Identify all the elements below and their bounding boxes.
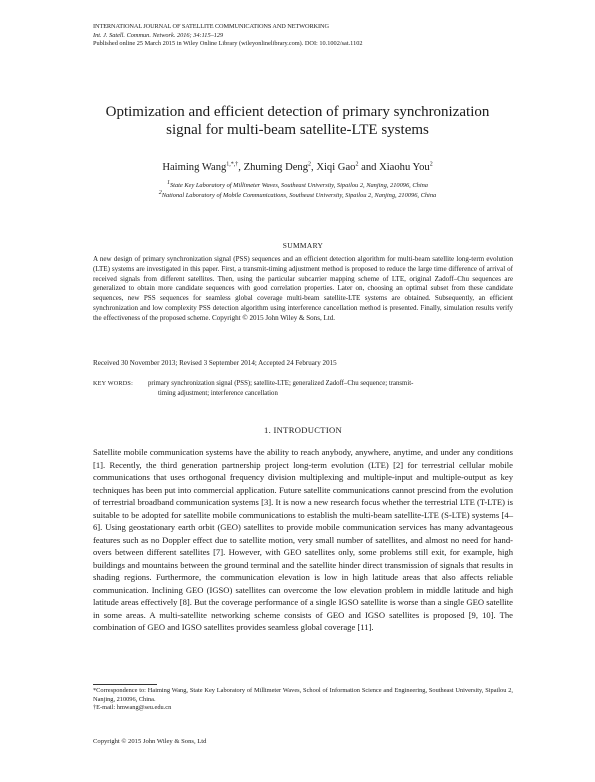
author-name: Zhuming Deng [243,162,309,173]
author-superscript: 2 [308,161,312,168]
correspondence-footnote: *Correspondence to: Haiming Wang, State Key Laboratory of Millimeter Waves, School of Information Science and Engineering, Southeast University, Sipailou 2, Nanjing, 210096, China. [93,687,513,703]
author-separator: , [238,162,244,173]
copyright-notice: Copyright © 2015 John Wiley & Sons, Ltd [93,738,207,745]
author-separator: and [358,162,380,173]
author-superscript: 1,*,† [226,161,239,168]
journal-name: INTERNATIONAL JOURNAL OF SATELLITE COMMUNICATIONS AND NETWORKING [93,23,329,30]
title-line-2: signal for multi-beam satellite-LTE systems [166,122,429,138]
introduction-paragraph: Satellite mobile communication systems have the ability to reach anybody, anywhere, anytime, and under any conditions [1]. Recently, the third generation partnership project long-term evolution (LTE) [2] for terrestrial cellular mobile communications that uses orthogonal frequency division multiplexing and multiple-input and multiple-output as key techniques has been put into commercial application. Future satellite communications cannot prescind from the evolution of terrestrial broadband communication systems [3]. It is now a new research focus whether the terrestrial LTE (T-LTE) is suitable to be adopted for satellite mobile communications to establish the multi-beam satellite-LTE (S-LTE) systems [4–6]. Using geostationary earth orbit (GEO) satellites to provide mobile communication services has many advantageous features such as no Doppler effect due to satellite motion, very small number of satellites, and almost no need for hand-overs between different satellites [7]. However, with GEO satellites only, some problems still exit, for example, high buildings and mountains between the ground terminal and the satellite hinder direct transmission of signals that results in shading regions. Furthermore, the communication elevation is low in high latitude areas that also affects reliable communication. Inclining GEO (IGSO) satellites can overcome the low elevation problem in middle latitude and high latitude areas effectively [8]. But the coverage performance of a single IGSO satellite is worse than a single GEO satellite in some areas. A multi-satellite networking scheme consists of GEO and IGSO satellites is proposed [9, 10]. The combination of GEO and IGSO satellites provides seamless global coverage [11]. [93,447,513,632]
affiliation-2 [60,191,535,201]
author-separator: , [311,162,317,173]
journal-header [93,23,513,49]
summary-text: A new design of primary synchronization signal (PSS) sequences and an efficient detection algorithm for multi-beam satellite long-term evolution (LTE) systems are investigated in this paper. First, a transmit-timing adjustment method is proposed to reduce the large time difference of arrival of received signals from different satellites. Then, using the particular subcarrier mapping scheme of LTE, original Zadoff–Chu sequences are generalized to obtain more candidate sequences with good correlation properties. Later on, choosing an optimal subset from these candidate sequences, new PSS sequences for seamless global coverage multi-beam satellite-LTE systems are obtained. Subsequently, an efficient synchronization and low complexity PSS detection algorithm using interference cancellation method is presented. Finally, simulation results verify the effectiveness of the proposed scheme. Copyright © 2015 John Wiley & Sons, Ltd. [93,255,513,322]
paper-title [60,103,535,139]
affiliations [60,181,535,201]
keywords-line-1: primary synchronization signal (PSS); satellite-LTE; generalized Zadoff–Chu sequence; transmit- [148,380,414,387]
affiliation-superscript: 1 [166,179,170,186]
footnotes [93,687,513,713]
author-name: Xiqi Gao [316,162,356,173]
affiliation-text: State Key Laboratory of Millimeter Waves, Southeast University, Sipailou 2, Nanjing, 210096, China [169,182,429,189]
keywords-label: KEY WORDS: [93,380,133,387]
author-superscript: 2 [429,161,433,168]
affiliation-1 [60,181,535,191]
footnote-divider [93,684,157,685]
affiliation-text: National Laboratory of Mobile Communications, Southeast University, Sipailou 2, Nanjing, 210096, China [161,192,437,199]
email-footnote: †E-mail: hmwang@seu.edu.cn [93,704,172,712]
author-name: Xiaohu You [379,162,430,173]
title-line-1: Optimization and efficient detection of primary synchronization [105,104,490,120]
keywords-line-2: timing adjustment; interference cancellation [158,389,278,397]
affiliation-superscript: 2 [158,189,162,196]
author-superscript: 2 [355,161,359,168]
author-name: Haiming Wang [162,162,227,173]
author-list [60,161,535,174]
summary-heading: SUMMARY [282,241,324,250]
publication-info: Published online 25 March 2015 in Wiley Online Library (wileyonlinelibrary.com). DOI: 10.1002/sat.1102 [93,40,363,48]
section-heading: 1. INTRODUCTION [263,425,343,435]
submission-dates: Received 30 November 2013; Revised 3 September 2014; Accepted 24 February 2015 [93,359,337,367]
journal-citation: Int. J. Satell. Commun. Network. 2016; 34:115–129 [93,31,224,39]
